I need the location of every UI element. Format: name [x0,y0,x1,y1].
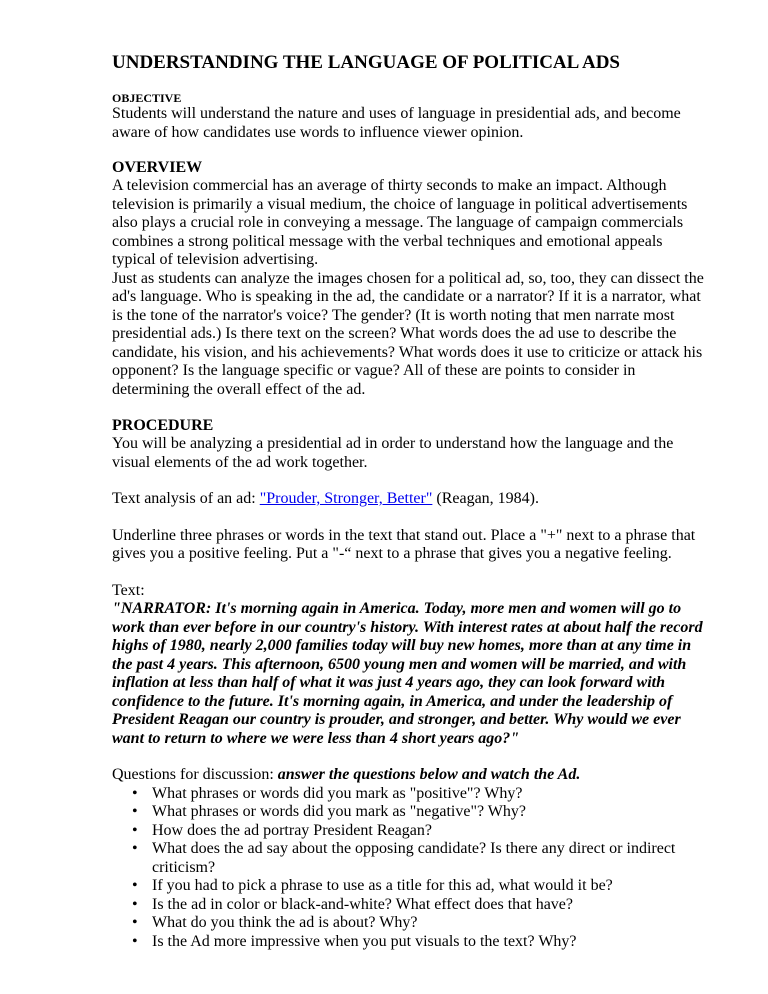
list-item [112,896,708,915]
question-text: What do you think the ad is about? Why? [152,914,418,931]
questions-emphasis: answer the questions below and watch the Ad. [277,766,581,783]
procedure-section [112,417,708,748]
bullet-icon: • [132,932,138,950]
question-text: What phrases or words did you mark as "negative"? Why? [152,803,526,820]
question-text: Is the Ad more impressive when you put visuals to the text? Why? [152,932,577,950]
objective-section [112,91,708,142]
objective-heading: OBJECTIVE [112,91,182,105]
text-analysis-line [112,490,708,509]
ad-link[interactable]: "Prouder, Stronger, Better" [259,490,433,507]
bullet-icon: • [132,821,138,839]
list-item [112,822,708,841]
overview-paragraph-2: Just as students can analyze the images chosen for a political ad, so, too, they can dissect the ad's language. Who is speaking in the ad, the candidate or a narrator? If it is a narrator, what is the tone of the narrator's voice? The gender? (It is worth noting that men narrate most presidential ads.) Is there text on the screen? What words does the ad use to describe the candidate, his vision, and his achievements? What words does it use to criticize or attack his opponent? Is the language specific or vague? All of these are points to consider in determining the overall effect of the ad. [112,269,704,398]
question-text: What phrases or words did you mark as "positive"? Why? [152,784,523,802]
question-text: How does the ad portray President Reagan? [152,821,432,839]
bullet-icon: • [132,895,138,913]
questions-prefix: Questions for discussion: [112,766,278,783]
questions-heading-line [112,766,708,785]
objective-text: Students will understand the nature and uses of language in presidential ads, and become aware of how candidates use words to influence viewer opinion. [112,105,681,141]
question-text: What does the ad say about the opposing candidate? Is there any direct or indirect criticism? [152,840,676,876]
bullet-icon: • [132,914,138,931]
bullet-icon: • [132,840,138,857]
procedure-intro: You will be analyzing a presidential ad in order to understand how the language and the visual elements of the ad work together. [112,435,674,471]
list-item [112,933,708,952]
question-text: Is the ad in color or black-and-white? What effect does that have? [152,895,574,913]
questions-section [112,766,708,951]
text-analysis-prefix: Text analysis of an ad: [112,490,260,507]
procedure-heading: PROCEDURE [112,417,214,434]
questions-list [112,785,708,952]
bullet-icon: • [132,803,138,820]
overview-heading: OVERVIEW [112,159,203,176]
ad-transcript: "NARRATOR: It's morning again in America. Today, more men and women will go to work than ever before in our country's history. With interest rates at about half the record highs of 1980, nearly 2,000 families today will buy new homes, more than at any time in the past 4 years. This afternoon, 6500 young men and women will be married, and with inflation at less than half of what it was just 4 years ago, they can look forward with confidence to the future. It's morning again, in America, and under the leadership of President Reagan our country is prouder, and stronger, and better. Why would we ever want to return to where we were less than 4 short years ago?" [112,600,703,747]
list-item [112,803,708,822]
text-label: Text: [112,581,145,599]
bullet-icon: • [132,877,138,894]
overview-section [112,159,708,399]
list-item [112,914,708,933]
list-item [112,877,708,896]
text-analysis-suffix: (Reagan, 1984). [432,490,540,507]
list-item [112,785,708,804]
bullet-icon: • [132,784,138,802]
procedure-instructions: Underline three phrases or words in the text that stand out. Place a "+" next to a phrase that gives you a positive feeling. Put a "-“ next to a phrase that gives you a negative feeling. [112,526,696,562]
question-text: If you had to pick a phrase to use as a title for this ad, what would it be? [152,877,613,894]
page-title: UNDERSTANDING THE LANGUAGE OF POLITICAL ADS [112,52,620,73]
overview-paragraph-1: A television commercial has an average of thirty seconds to make an impact. Although television is primarily a visual medium, the choice of language in political advertisements also plays a crucial role in conveying a message. The language of campaign commercials combines a strong political message with the verbal techniques and emotional appeals typical of television advertising. [112,177,688,268]
list-item [112,840,708,877]
